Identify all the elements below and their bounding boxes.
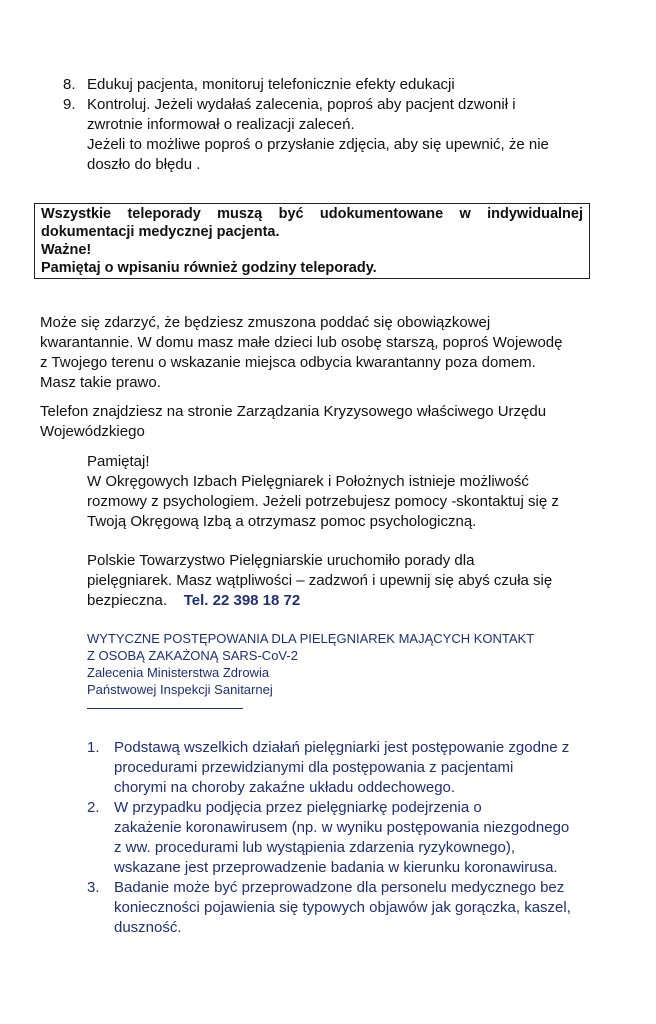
list-item xyxy=(87,798,617,878)
list-item xyxy=(87,878,617,938)
list-item xyxy=(63,95,623,175)
guidelines-source: Zalecenia Ministerstwa Zdrowia xyxy=(87,665,270,680)
quarantine-paragraph xyxy=(40,313,620,393)
list-text: zwrotnie informował o realizacji zaleceń. xyxy=(87,116,355,133)
numbered-list-guidelines xyxy=(87,738,617,938)
guidelines-source: Państwowej Inspekcji Sanitarnej xyxy=(87,682,273,697)
notice-line: dokumentacji medycznej pacjenta. xyxy=(41,224,280,240)
paragraph-line: Może się zdarzyć, że będziesz zmuszona poddać się obowiązkowej xyxy=(40,314,491,331)
paragraph-line: kwarantannie. W domu masz małe dzieci lub osobę starszą, poproś Wojewodę xyxy=(40,334,563,351)
paragraph-line: z Twojego terenu o wskazanie miejsca odbycia kwarantanny poza domem. xyxy=(40,354,536,371)
list-text: konieczności pojawienia się typowych objawów jak gorączka, kaszel, xyxy=(114,899,571,916)
guidelines-title: Z OSOBĄ ZAKAŻONĄ SARS-CoV-2 xyxy=(87,648,298,663)
list-text: z ww. procedurami lub wystąpienia zdarzenia ryzykownego), xyxy=(114,839,516,856)
list-number: 1. xyxy=(87,739,100,756)
paragraph-line: Polskie Towarzystwo Pielęgniarskie uruchomiło porady dla xyxy=(87,552,475,569)
phone-info-paragraph xyxy=(40,402,620,442)
list-text: Kontroluj. Jeżeli wydałaś zalecenia, poproś aby pacjent dzwonił i xyxy=(87,96,516,113)
list-number: 2. xyxy=(87,799,100,816)
list-item xyxy=(63,75,623,95)
guidelines-title: WYTYCZNE POSTĘPOWANIA DLA PIELĘGNIAREK MAJĄCYCH KONTAKT xyxy=(87,631,535,646)
list-text: Edukuj pacjenta, monitoruj telefonicznie efekty edukacji xyxy=(87,76,455,93)
paragraph-text: bezpieczna. xyxy=(87,592,168,609)
remember-paragraph xyxy=(87,452,627,532)
list-text: W przypadku podjęcia przez pielęgniarkę podejrzenia o xyxy=(114,799,482,816)
pts-paragraph xyxy=(87,551,627,611)
list-item xyxy=(87,738,617,798)
list-number: 3. xyxy=(87,879,100,896)
paragraph-line xyxy=(87,591,627,611)
paragraph-line: Telefon znajdziesz na stronie Zarządzania Kryzysowego właściwego Urzędu xyxy=(40,403,547,420)
list-text: chorymi na choroby zakaźne układu oddechowego. xyxy=(114,779,456,796)
notice-line: Pamiętaj o wpisaniu również godziny teleporady. xyxy=(41,260,377,276)
paragraph-line: W Okręgowych Izbach Pielęgniarek i Położnych istnieje możliwość xyxy=(87,473,529,490)
paragraph-line: Twoją Okręgową Izbą a otrzymasz pomoc psychologiczną. xyxy=(87,513,477,530)
list-text: procedurami przewidzianymi dla postępowania z pacjentami xyxy=(114,759,514,776)
list-number: 9. xyxy=(63,96,76,113)
paragraph-line: Masz takie prawo. xyxy=(40,374,161,391)
list-text: wskazane jest przeprowadzenie badania w kierunku koronawirusa. xyxy=(114,859,558,876)
paragraph-line: rozmowy z psychologiem. Jeżeli potrzebujesz pomocy -skontaktuj się z xyxy=(87,493,559,510)
list-number: 8. xyxy=(63,76,76,93)
notice-line: Ważne! xyxy=(41,242,92,258)
phone-number: Tel. 22 398 18 72 xyxy=(183,592,301,609)
list-text: Jeżeli to możliwe poproś o przysłanie zdjęcia, aby się upewnić, że nie xyxy=(87,136,549,153)
list-text: duszność. xyxy=(114,919,182,936)
paragraph-line: pielęgniarek. Masz wątpliwości – zadzwoń i upewnij się abyś czuła się xyxy=(87,572,553,589)
numbered-list-top xyxy=(63,75,623,175)
paragraph-line: Wojewódzkiego xyxy=(40,423,145,440)
notice-line: Wszystkie teleporady muszą być udokumentowane w indywidualnej xyxy=(41,206,583,222)
divider xyxy=(87,698,243,709)
list-text: doszło do błędu . xyxy=(87,156,201,173)
list-text: zakażenie koronawirusem (np. w wyniku postępowania niezgodnego xyxy=(114,819,570,836)
paragraph-line: Pamiętaj! xyxy=(87,453,150,470)
important-notice-box xyxy=(34,203,590,279)
guidelines-heading xyxy=(87,630,607,709)
list-text: Badanie może być przeprowadzone dla personelu medycznego bez xyxy=(114,879,565,896)
list-text: Podstawą wszelkich działań pielęgniarki jest postępowanie zgodne z xyxy=(114,739,570,756)
